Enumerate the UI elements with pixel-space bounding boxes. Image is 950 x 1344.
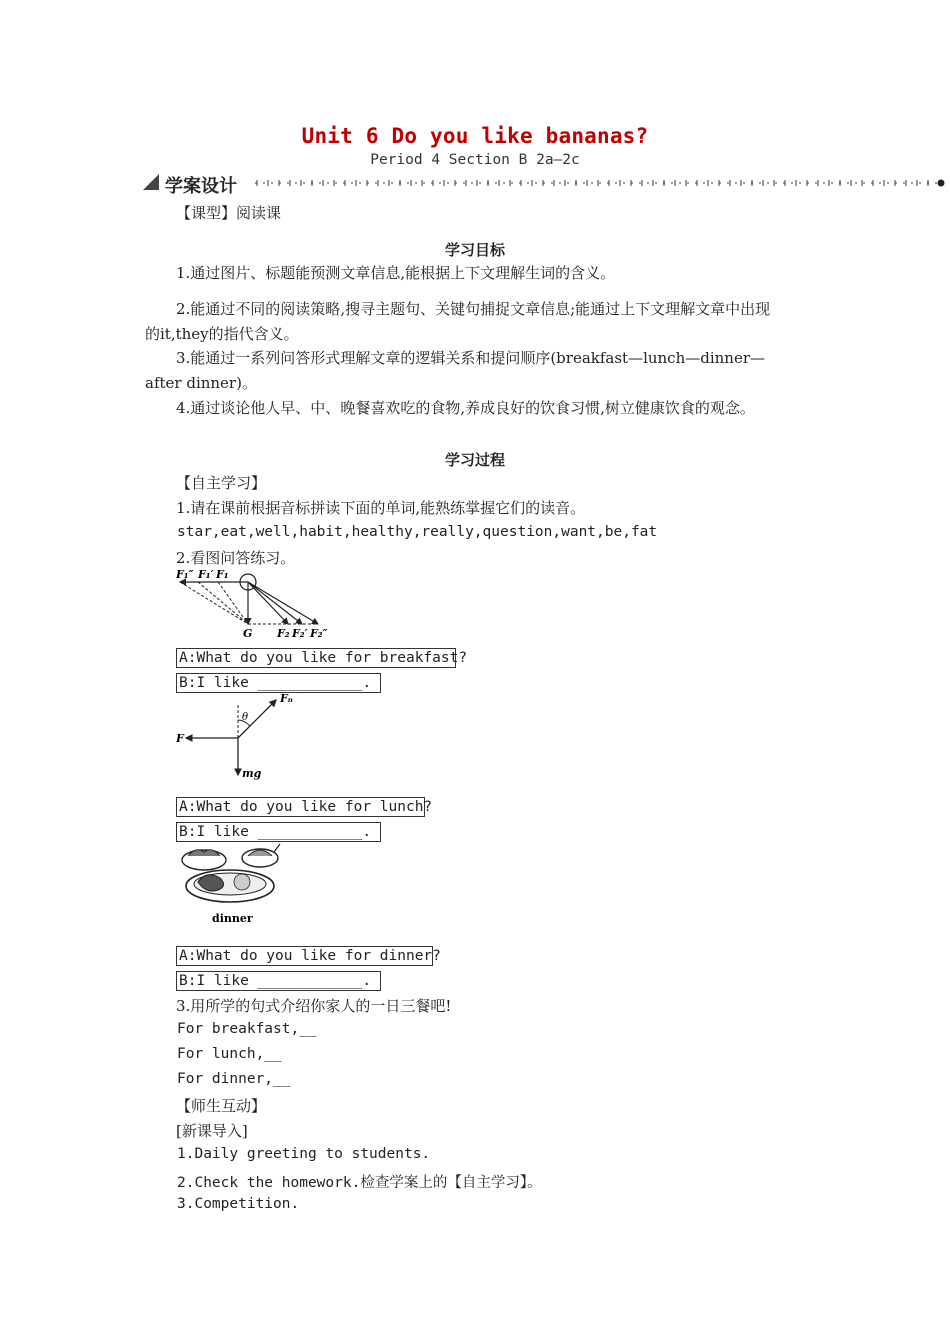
answer-breakfast[interactable]: B:I like ____________.: [176, 673, 381, 693]
page-title: Unit 6 Do you like bananas?: [301, 124, 649, 148]
process-heading: 学习过程: [444, 451, 505, 469]
objective-4: 4.通过谈论他人早、中、晚餐喜欢吃的食物,养成良好的饮食习惯,树立健康饮食的观念。: [176, 399, 755, 417]
objective-1: 1.通过图片、标题能预测文章信息,能根据上下文理解生词的含义。: [176, 264, 616, 282]
section-bar: [143, 170, 945, 196]
interaction-item-3: 3.Competition.: [177, 1196, 300, 1212]
question-dinner: A:What do you like for dinner?: [176, 946, 433, 966]
step-2: 2.看图问答练习。: [176, 549, 296, 567]
objectives-heading: 学习目标: [444, 241, 505, 259]
label-f1: F₁: [216, 568, 229, 581]
intro-heading: [新课导入]: [176, 1122, 248, 1140]
label-fn: Fₙ: [280, 692, 293, 705]
interaction-item-2: 2.Check the homework.检查学案上的【自主学习】。: [177, 1175, 542, 1191]
objective-2: 2.能通过不同的阅读策略,搜寻主题句、关键句捕捉文章信息;能通过上下文理解文章中出现的it,they的指代含义。: [145, 300, 771, 343]
label-f1-prime: F₁′: [198, 568, 214, 581]
step-1: 1.请在课前根据音标拼读下面的单词,能熟练掌握它们的读音。: [176, 499, 586, 517]
triangle-icon: [143, 174, 159, 190]
objective-3: 3.能通过一系列问答形式理解文章的逻辑关系和提问顺序(breakfast—lunch—dinner—after dinner)。: [145, 349, 766, 392]
word-list: star,eat,well,habit,healthy,really,question,want,be,fat: [177, 524, 658, 540]
step-3: 3.用所学的句式介绍你家人的一日三餐吧!: [176, 997, 452, 1015]
breakfast-line[interactable]: For breakfast,__: [177, 1021, 317, 1037]
lunch-line[interactable]: For lunch,__: [177, 1046, 282, 1062]
answer-lunch[interactable]: B:I like ____________.: [176, 822, 381, 842]
question-breakfast: A:What do you like for breakfast?: [176, 648, 456, 668]
label-f: F: [176, 732, 184, 745]
label-f2-prime: F₂′: [292, 627, 308, 640]
dinner-line[interactable]: For dinner,__: [177, 1071, 291, 1087]
question-lunch: A:What do you like for lunch?: [176, 797, 425, 817]
end-dot-icon: [938, 180, 945, 187]
interaction-item-1: 1.Daily greeting to students.: [177, 1146, 431, 1162]
section-bar-decoration: [143, 170, 945, 196]
page-subtitle: Period 4 Section B 2a—2c: [370, 152, 580, 168]
section-bar-title: 学案设计: [165, 176, 237, 197]
dinner-illustration: [176, 842, 286, 928]
force-diagram-2: [176, 690, 306, 782]
self-study-heading: 【自主学习】: [176, 474, 267, 492]
label-f2-double-prime: F₂″: [310, 627, 328, 640]
label-f2: F₂: [277, 627, 290, 640]
label-theta: θ: [242, 712, 249, 723]
lesson-type: 【课型】阅读课: [176, 204, 282, 222]
label-mg: mg: [242, 767, 262, 780]
dinner-caption: dinner: [212, 912, 253, 925]
label-g: G: [243, 627, 253, 640]
answer-dinner[interactable]: B:I like ____________.: [176, 971, 381, 991]
force-diagram-1: [176, 566, 336, 642]
interaction-heading: 【师生互动】: [176, 1097, 267, 1115]
label-f1-double-prime: F₁″: [176, 568, 194, 581]
